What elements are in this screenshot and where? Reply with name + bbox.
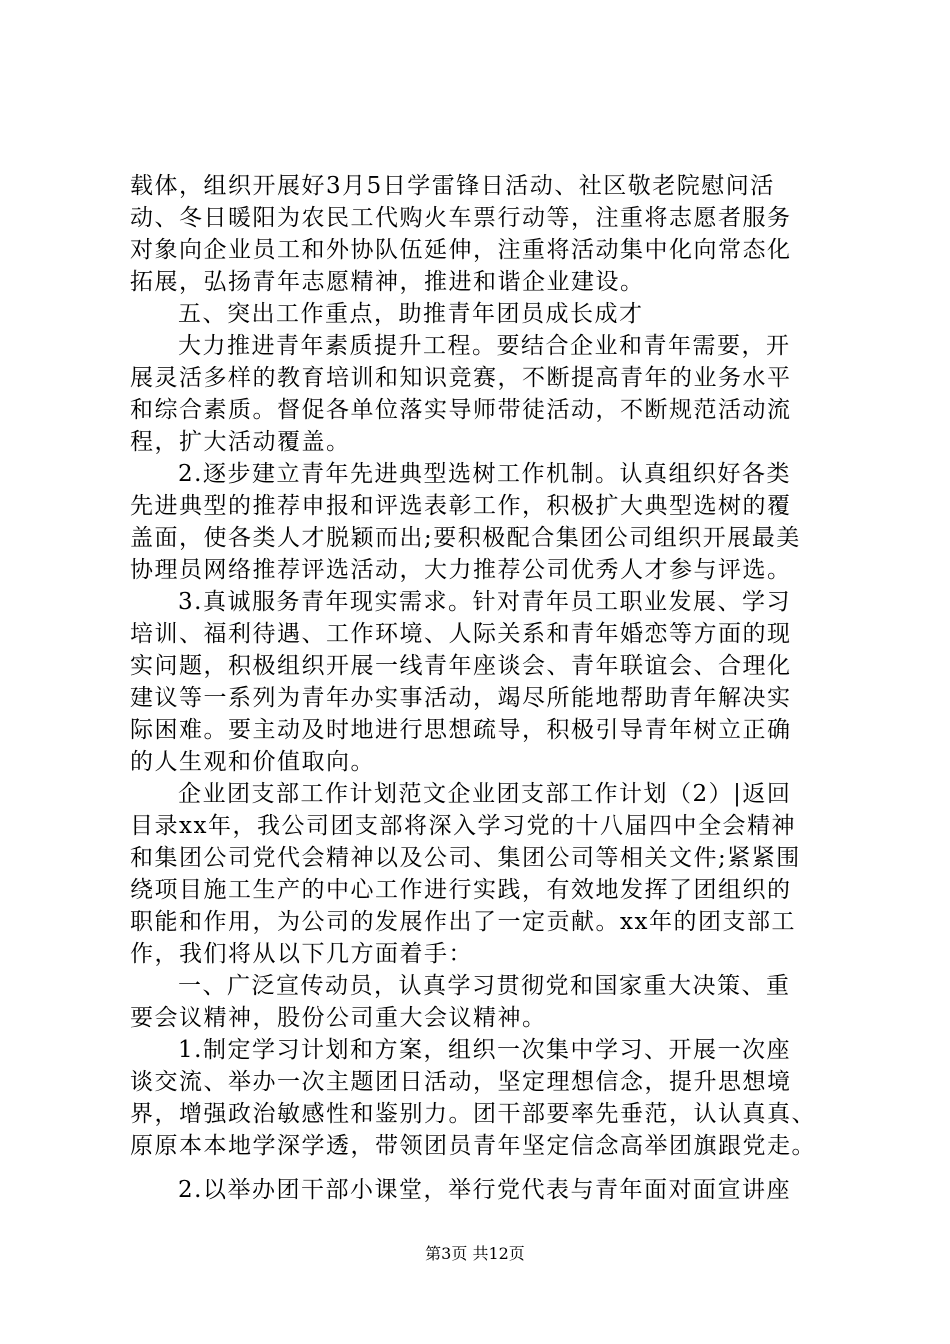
text-line: 和集团公司党代会精神以及公司、集团公司等相关文件;紧紧围 <box>130 845 801 871</box>
text-line: 职能和作用，为公司的发展作出了一定贡献。xx年的团支部工 <box>130 909 796 935</box>
section-heading: 一、广泛宣传动员，认真学习贯彻党和国家重大决策、重 <box>178 973 791 999</box>
text-line: 盖面，使各类人才脱颖而出;要积极配合集团公司组织开展最美 <box>130 525 801 551</box>
text-line: 载体，组织开展好3月5日学雷锋日活动、社区敬老院慰问活 <box>130 173 775 199</box>
text-line: 动、冬日暖阳为农民工代购火车票行动等，注重将志愿者服务 <box>130 205 792 231</box>
text-line: 际困难。要主动及时地进行思想疏导，积极引导青年树立正确 <box>130 717 792 743</box>
text-line: 协理员网络推荐评选活动，大力推荐公司优秀人才参与评选。 <box>130 557 792 583</box>
text-line: 原原本本地学深学透，带领团员青年坚定信念高举团旗跟党走。 <box>130 1133 816 1159</box>
text-line: 培训、福利待遇、工作环境、人际关系和青年婚恋等方面的现 <box>130 621 792 647</box>
text-line: 目录xx年，我公司团支部将深入学习党的十八届四中全会精神 <box>130 813 796 839</box>
text-line: 展灵活多样的教育培训和知识竞赛，不断提高青年的业务水平 <box>130 365 792 391</box>
text-line: 实问题，积极组织开展一线青年座谈会、青年联谊会、合理化 <box>130 653 792 679</box>
text-line: 要会议精神，股份公司重大会议精神。 <box>130 1005 547 1031</box>
text-line: 的人生观和价值取向。 <box>130 749 375 775</box>
text-line: 谈交流、举办一次主题团日活动，坚定理想信念，提升思想境 <box>130 1069 792 1095</box>
text-line: 先进典型的推荐申报和评选表彰工作，积极扩大典型选树的覆 <box>130 493 792 519</box>
text-line: 大力推进青年素质提升工程。要结合企业和青年需要，开 <box>178 333 791 359</box>
text-line: 拓展，弘扬青年志愿精神，推进和谐企业建设。 <box>130 269 645 295</box>
text-line: 作，我们将从以下几方面着手： <box>130 941 473 967</box>
text-line: 和综合素质。督促各单位落实导师带徒活动，不断规范活动流 <box>130 397 792 423</box>
text-line: 程，扩大活动覆盖。 <box>130 429 351 455</box>
text-line: 企业团支部工作计划范文企业团支部工作计划（2）|返回 <box>178 781 792 807</box>
text-line: 3.真诚服务青年现实需求。针对青年员工职业发展、学习 <box>178 589 791 615</box>
text-line: 对象向企业员工和外协队伍延伸，注重将活动集中化向常态化 <box>130 237 792 263</box>
section-heading: 五、突出工作重点，助推青年团员成长成才 <box>178 301 644 327</box>
text-line: 界，增强政治敏感性和鉴别力。团干部要率先垂范，认认真真、 <box>130 1101 816 1127</box>
text-line: 2.逐步建立青年先进典型选树工作机制。认真组织好各类 <box>178 461 791 487</box>
page-number: 第3页 共12页 <box>425 1244 525 1263</box>
text-line: 建议等一系列为青年办实事活动，竭尽所能地帮助青年解决实 <box>130 685 792 711</box>
text-line: 1.制定学习计划和方案，组织一次集中学习、开展一次座 <box>178 1037 791 1063</box>
text-line: 绕项目施工生产的中心工作进行实践，有效地发挥了团组织的 <box>130 877 792 903</box>
text-line: 2.以举办团干部小课堂，举行党代表与青年面对面宣讲座 <box>178 1177 791 1203</box>
